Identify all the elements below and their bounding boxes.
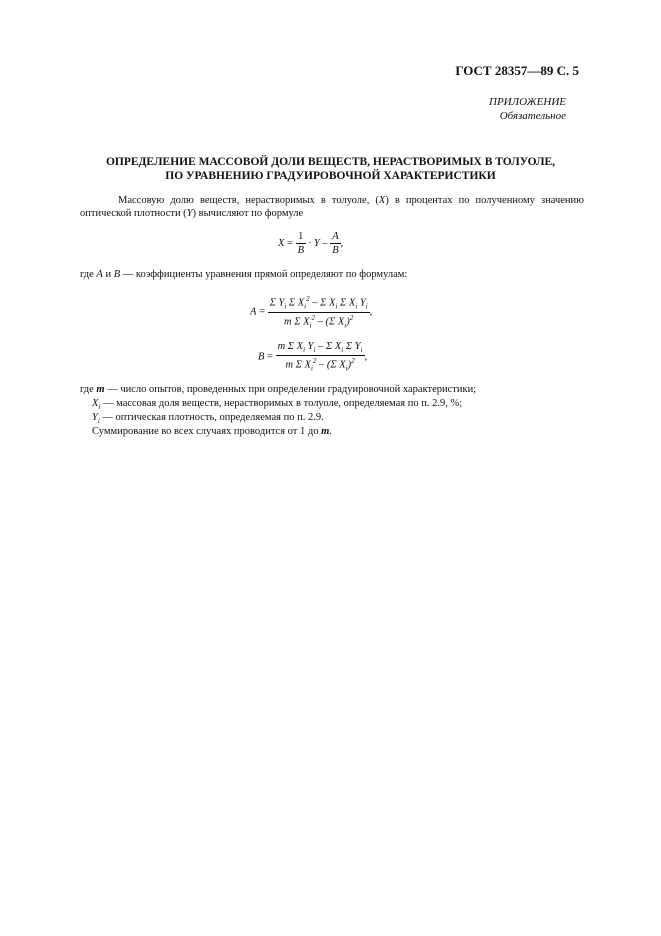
formula-x-mid: · Y – (308, 237, 328, 249)
formula-a-lhs: A (250, 306, 257, 318)
formula-b-numerator: m Σ $X_i$ $Y_i$ – Σ $X_i$ Σ $Y_i$ (277, 341, 363, 355)
var-xi: X (92, 398, 99, 409)
intro-text-1: Массовую долю веществ, нерастворимых в толуоле, ( (118, 195, 379, 206)
var-y: Y (186, 208, 193, 219)
fraction-1-over-b (296, 231, 306, 256)
coef-text-1: где (80, 269, 94, 280)
formula-b: B = $\frac{m \Sigma X_i Y_i - \Sigma X_i \Sigma Y_i}{m \Sigma X_i^2 - (\Sigma X_i)^2}$ , (258, 341, 368, 373)
formula-a-denominator: m Σ $X_i^2 - (\Sigma$ $X_i)^2$ (284, 313, 354, 330)
fraction-2-den: B (332, 245, 339, 256)
intro-text-3: ) вычисляют по формуле (192, 208, 304, 219)
summation-var-m: m (321, 426, 330, 437)
coefficients-line (80, 269, 407, 280)
section-title (0, 156, 661, 183)
intro-paragraph (80, 194, 584, 220)
var-yi-sub: i (97, 417, 100, 426)
var-yi: Y (92, 412, 98, 423)
formula-x-lhs: X (278, 237, 285, 249)
coef-a: A (96, 269, 103, 280)
definition-m-text: — число опытов, проведенных при определении градуировочной характеристики; (107, 384, 477, 395)
formula-b-fraction (276, 341, 365, 373)
var-x: X (378, 195, 386, 206)
formula-b-denominator: m Σ $X_i^2 - (\Sigma$ $X_i)^2$ (285, 357, 355, 373)
summation-text: Суммирование во всех случаях проводится от 1 до (92, 426, 319, 437)
fraction-1-num: 1 (296, 231, 306, 244)
appendix-status: Обязательное (499, 110, 566, 122)
formula-a-fraction (268, 295, 370, 329)
formula-a-end: , (369, 306, 373, 318)
title-line-1: ОПРЕДЕЛЕНИЕ МАССОВОЙ ДОЛИ ВЕЩЕСТВ, НЕРАСТВОРИМЫХ В ТОЛУОЛЕ, (105, 156, 556, 168)
definition-m (80, 384, 476, 395)
fraction-1-den: B (297, 245, 305, 256)
formula-x-end: , (340, 237, 344, 249)
coef-text-3: — коэффициенты уравнения прямой определяют по формулам: (122, 269, 408, 280)
formula-b-lhs: B (258, 351, 265, 363)
appendix-label: ПРИЛОЖЕНИЕ (489, 96, 566, 108)
summation-note (92, 426, 332, 437)
definition-xi-text: — массовая доля веществ, нерастворимых в толуоле, определяемая по п. 2.9, %; (103, 398, 463, 409)
var-xi-sub: i (98, 403, 101, 412)
title-line-2: ПО УРАВНЕНИЮ ГРАДУИРОВОЧНОЙ ХАРАКТЕРИСТИКИ (165, 169, 496, 182)
formula-b-end: , (364, 351, 368, 363)
coef-text-2: и (105, 269, 112, 280)
definition-yi (92, 412, 324, 425)
definition-xi (92, 398, 462, 411)
var-m: m (96, 384, 105, 395)
summation-end: . (329, 426, 332, 437)
definition-yi-text: — оптическая плотность, определяемая по п. 2.9. (102, 412, 324, 423)
coef-b: B (113, 269, 121, 280)
fraction-2-num: A (332, 231, 339, 242)
intro-text-2: ) в процентах по полученному значению оптической плотности ( (80, 195, 585, 219)
formula-a: A = $\frac{\Sigma Y_i \Sigma X_i^2 - \Sigma X_i \Sigma X_i Y_i}{m \Sigma X_i^2 - (\Sigma X_i)^2}$ , (250, 295, 373, 330)
document-header: ГОСТ 28357—89 С. 5 (455, 63, 579, 78)
fraction-a-over-b (330, 231, 340, 256)
formula-a-numerator: Σ $Y_i$ Σ $X_i^2$ – Σ $X_i$ Σ $X_i$ $Y_i$ (269, 295, 368, 311)
formula-x: X = $\frac{1}{B}$ · Y – $\frac{A}{B}$ , (278, 231, 344, 256)
where-label: где (80, 384, 94, 395)
appendix-block (489, 95, 566, 123)
